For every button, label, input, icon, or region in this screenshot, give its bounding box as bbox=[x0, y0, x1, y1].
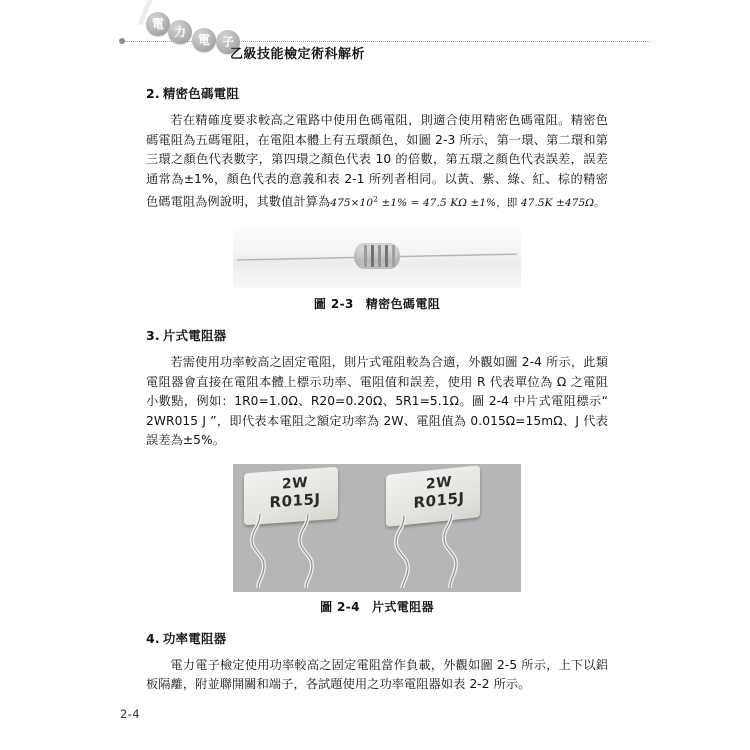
logo-badge-3: 電 bbox=[192, 28, 216, 52]
formula-mantissa: 475 bbox=[330, 196, 351, 209]
figure-2-3-caption-text: 精密色碼電阻 bbox=[365, 297, 441, 311]
chip-left-value-label: R015J bbox=[269, 489, 321, 512]
chip-resistor-photo bbox=[233, 464, 521, 592]
resistor-band-2 bbox=[371, 245, 374, 267]
figure-2-3-number: 圖 2-3 bbox=[313, 297, 354, 311]
section-3-title: 片式電阻器 bbox=[162, 328, 227, 343]
logo-badge-1: 電 bbox=[146, 12, 170, 36]
chip-left-power-label: 2W bbox=[281, 474, 309, 493]
formula-connector: ，即 bbox=[496, 196, 518, 209]
section-3-heading bbox=[146, 326, 608, 344]
section-4-heading bbox=[146, 629, 608, 647]
figure-2-4 bbox=[146, 464, 608, 615]
running-header bbox=[0, 0, 750, 66]
figure-2-3-caption bbox=[146, 295, 608, 312]
figure-2-4-photo-wrap bbox=[146, 464, 608, 592]
chip-right-value-label: R015J bbox=[413, 488, 465, 512]
section-power-resistor bbox=[146, 629, 608, 695]
section-2-paragraph bbox=[146, 111, 608, 213]
chip-right-power-label: 2W bbox=[425, 473, 453, 493]
page-content bbox=[146, 84, 608, 699]
section-precision-color-code-resistor bbox=[146, 84, 608, 312]
section-2-heading bbox=[146, 84, 608, 102]
section-2-number: 2. bbox=[146, 86, 160, 101]
section-2-title: 精密色碼電阻 bbox=[162, 86, 240, 101]
section-3-paragraph: 若需使用功率較高之固定電阻，則片式電阻較為合適，外觀如圖 2-4 所示，此類電阻器會直接在電阻本體上標示功率、電阻值和誤差，使用 R 代表單位為 Ω 之電阻小數點，例如：1R0=1.0Ω、R20=0.20Ω、5R1=5.1Ω。圖 2-4 中片式電阻標示“ 2WR015 J ”，即代表本電阻之額定功率為 2W、電阻值為 0.015Ω=15mΩ、J 代表誤差為±5%。 bbox=[146, 355, 608, 447]
section-4-title: 功率電阻器 bbox=[162, 630, 227, 646]
footer-page-number: 2-4 bbox=[120, 707, 140, 721]
formula-times: ×10 bbox=[350, 196, 374, 209]
section-4-number: 4. bbox=[146, 630, 160, 646]
logo-badge-2: 力 bbox=[168, 20, 192, 44]
figure-2-3 bbox=[146, 226, 608, 312]
section-3-number: 3. bbox=[146, 328, 160, 343]
formula-tolerance: ±1% bbox=[381, 196, 408, 209]
section-chip-resistor bbox=[146, 326, 608, 615]
chip-right-leads bbox=[386, 514, 480, 588]
resistor-band-1 bbox=[364, 245, 367, 267]
chip-left-leads bbox=[244, 514, 338, 588]
formula-result: 47.5 KΩ ±1% bbox=[423, 196, 497, 209]
resistor-band-5 bbox=[392, 245, 395, 267]
precision-resistor-photo bbox=[233, 226, 521, 288]
header-title: 乙級技能檢定術科解析 bbox=[230, 47, 366, 62]
section-2-paragraph-text: 若在精確度要求較高之電路中使用色碼電阻，則適合使用精密色碼電阻。精密色碼電阻為五碼電阻，在電阻本體上有五環顏色，如圖 2-3 所示，第一環、第二環和第三環之顏色代表數字，第四環之顏色代表 10 的倍數，第五環之顏色代表誤差，誤差通常為±1%，顏色代表的意義和表 2-1 所列者相同。以黃、紫、綠、紅、棕的精密色碼電阻為例說明，其數值計算為 bbox=[146, 113, 608, 209]
figure-2-3-photo-wrap bbox=[146, 226, 608, 288]
formula-equals: = bbox=[410, 196, 420, 209]
logo-badge-4: 子 bbox=[216, 30, 240, 54]
formula-exponent: 2 bbox=[373, 194, 378, 203]
formula-terminator: 。 bbox=[594, 196, 605, 209]
section-4-paragraph: 電力電子檢定使用功率較高之固定電阻當作負載，外觀如圖 2-5 所示，上下以鋁板隔離，附並聯開關和端子，各試題使用之功率電阻器如表 2-2 所示。 bbox=[146, 657, 608, 691]
formula-result-2: 47.5K ±475Ω bbox=[520, 196, 595, 209]
figure-2-4-caption-text: 片式電阻器 bbox=[371, 599, 434, 614]
section-2-formula bbox=[330, 194, 605, 209]
resistor-band-3 bbox=[378, 245, 381, 267]
figure-2-4-caption bbox=[146, 598, 608, 615]
figure-2-4-number: 圖 2-4 bbox=[320, 599, 360, 614]
resistor-band-4 bbox=[385, 245, 388, 267]
